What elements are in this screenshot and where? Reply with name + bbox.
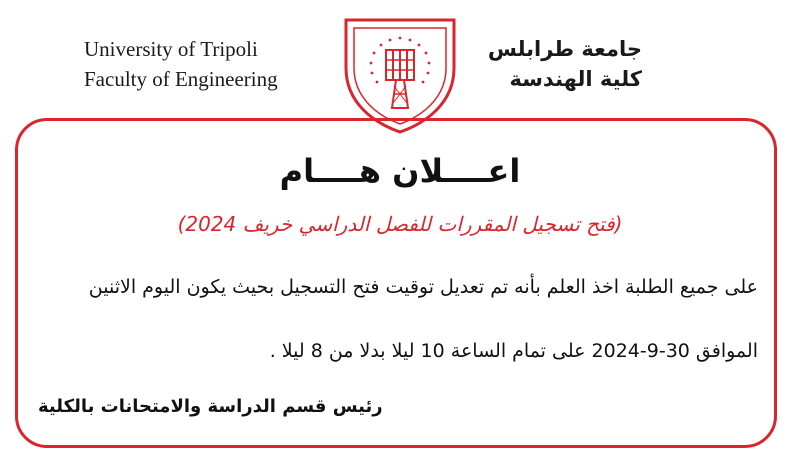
- header-english: [84, 34, 278, 94]
- university-name-en: University of Tripoli: [84, 37, 258, 61]
- announcement-body-line-2: الموافق 30-9-2024 على تمام الساعة 10 ليلا بدلا من 8 ليلا .: [269, 340, 758, 362]
- faculty-name-en: Faculty of Engineering: [84, 67, 278, 91]
- university-name-ar: جامعة طرابلس: [487, 37, 642, 61]
- announcement-title: اعــــلان هــــام: [279, 152, 521, 190]
- announcement-body-line-1: على جميع الطلبة اخذ العلم بأنه تم تعديل توقيت فتح التسجيل بحيث يكون اليوم الاثنين: [88, 276, 758, 298]
- header-arabic: [488, 34, 642, 94]
- announcement-subtitle: (فتح تسجيل المقررات للفصل الدراسي خريف 2024): [177, 212, 623, 236]
- university-seal-icon: [336, 8, 464, 136]
- announcement-signature: رئيس قسم الدراسة والامتحانات بالكلية: [38, 396, 383, 417]
- faculty-name-ar: كلية الهندسة: [509, 67, 642, 91]
